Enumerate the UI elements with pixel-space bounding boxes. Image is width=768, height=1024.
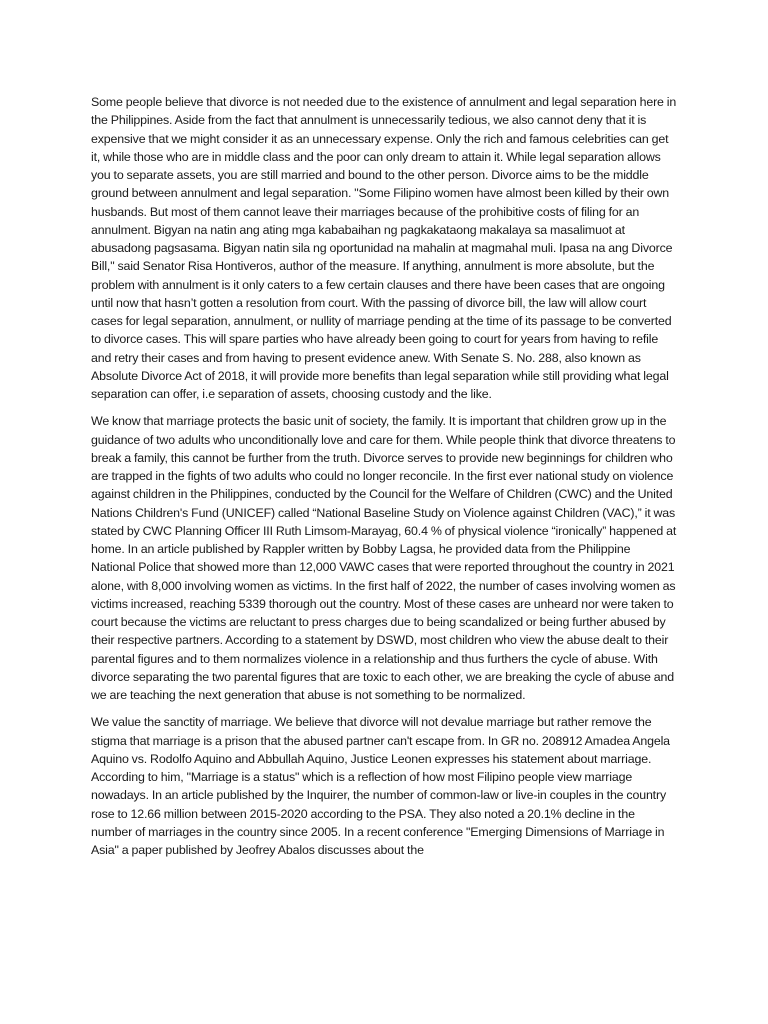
paragraph-annulment-legal-separation: Some people believe that divorce is not needed due to the existence of annulment and legal separation here in the Philippines. Aside from the fact that annulment is unnecessarily tedious, we also cannot deny that it is expensive that we might consider it as an unnecessary expense. Only the rich and famous celebrities can get it, while those who are in middle class and the poor can only dream to attain it. While legal separation allows you to separate assets, you are still married and bound to the other person. Divorce aims to be the middle ground between annulment and legal separation. "Some Filipino women have almost been killed by their own husbands. But most of them cannot leave their marriages because of the prohibitive costs of filing for an annulment. Bigyan na natin ang ating mga kababaihan ng pagkakataong makalaya sa masalimuot at abusadong pagsasama. Bigyan natin sila ng oportunidad na mahalin at magmahal muli. Ipasa na ang Divorce Bill," said Senator Risa Hontiveros, author of the measure. If anything, annulment is more absolute, but the problem with annulment is it only caters to a few certain clauses and there have been cases that are ongoing until now that hasn’t gotten a resolution from court. With the passing of divorce bill, the law will allow court cases for legal separation, annulment, or nullity of marriage pending at the time of its passage to be converted to divorce cases. This will spare parties who have already been going to court for years from having to refile and retry their cases and from having to present evidence anew. With Senate S. No. 288, also known as Absolute Divorce Act of 2018, it will provide more benefits than legal separation while still providing what legal separation can offer, i.e separation of assets, choosing custody and the like.: [91, 95, 677, 401]
paragraph-sanctity-of-marriage: We value the sanctity of marriage. We believe that divorce will not devalue marriage but rather remove the stigma that marriage is a prison that the abused partner can't escape from. In GR no. 208912 Amadea Angela Aquino vs. Rodolfo Aquino and Abbullah Aquino, Justice Leonen expresses his statement about marriage. According to him, "Marriage is a status" which is a reflection of how most Filipino people view marriage nowadays. In an article published by the Inquirer, the number of common-law or live-in couples in the country rose to 12.66 million between 2015-2020 according to the PSA. They also noted a 20.1% decline in the number of marriages in the country since 2005. In a recent conference "Emerging Dimensions of Marriage in Asia" a paper published by Jeofrey Abalos discusses about the: [91, 715, 670, 857]
document-page: [91, 93, 677, 868]
paragraph-family-violence: We know that marriage protects the basic unit of society, the family. It is important that children grow up in the guidance of two adults who unconditionally love and care for them. While people think that divorce threatens to break a family, this cannot be further from the truth. Divorce serves to provide new beginnings for children who are trapped in the fights of two adults who could no longer reconcile. In the first ever national study on violence against children in the Philippines, conducted by the Council for the Welfare of Children (CWC) and the United Nations Children's Fund (UNICEF) called “National Baseline Study on Violence against Children (VAC),” it was stated by CWC Planning Officer III Ruth Limsom-Marayag, 60.4 % of physical violence “ironically” happened at home. In an article published by Rappler written by Bobby Lagsa, he provided data from the Philippine National Police that showed more than 12,000 VAWC cases that were reported throughout the country in 2021 alone, with 8,000 involving women as victims. In the first half of 2022, the number of cases involving women as victims increased, reaching 5339 thorough out the country. Most of these cases are unheard nor were taken to court because the victims are reluctant to press charges due to being scandalized or being further abused by their respective partners. According to a statement by DSWD, most children who view the abuse dealt to their parental figures and to them normalizes violence in a relationship and thus furthers the cycle of abuse. With divorce separating the two parental figures that are toxic to each other, we are breaking the cycle of abuse and we are teaching the next generation that abuse is not something to be normalized.: [91, 414, 677, 702]
